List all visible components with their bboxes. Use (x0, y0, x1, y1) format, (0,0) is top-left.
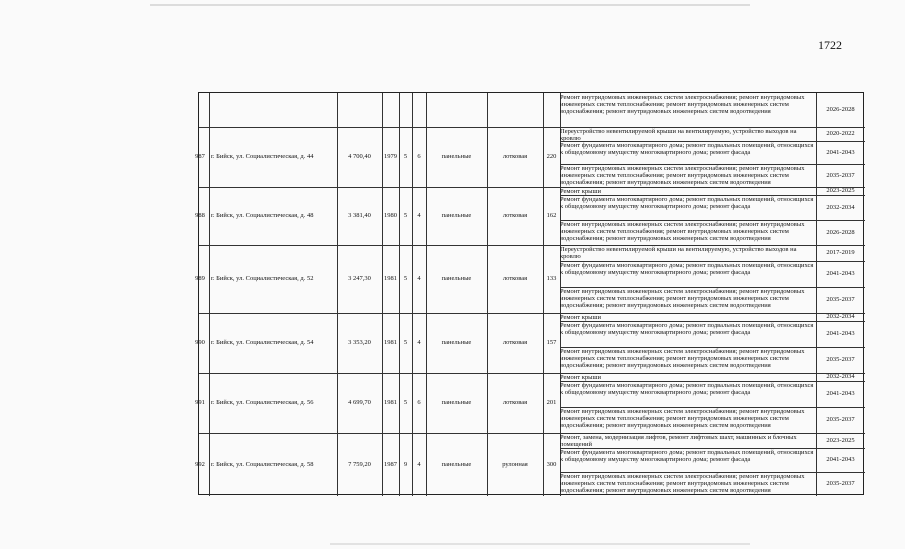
roof-type-cell: лотковая (502, 275, 528, 282)
repair-work-description: Ремонт внутридомовых инженерных систем электроснабжения; ремонт внутридомовых инженерных систем теплоснабжения; ремонт внутридомовых инженерных систем водоснабжения; ремонт внутридомовых инженерных систем водоотведения (560, 288, 805, 309)
floors-cell: 5 (403, 399, 408, 406)
repair-period: 2035-2037 (826, 416, 855, 423)
column-rule (209, 93, 210, 496)
repair-period: 2032-2034 (826, 313, 855, 320)
repair-period: 2032-2034 (826, 373, 855, 380)
year-cell: 1987 (384, 460, 397, 468)
repair-work-description: Ремонт крыши (560, 314, 601, 321)
wall-material-cell: панельные (441, 460, 472, 468)
repair-work-description: Переустройство невентилируемой крыши на вентилируемую, устройство выходов на кровлю (560, 128, 797, 141)
entrances-cell: 4 (417, 460, 421, 468)
floors-cell: 5 (403, 339, 408, 346)
repair-work-description: Ремонт крыши (560, 374, 601, 381)
year-cell: 1981 (384, 275, 397, 282)
row-number: 991 (195, 399, 205, 406)
repair-period: 2026-2028 (826, 228, 855, 236)
repair-period: 2023-2025 (826, 187, 855, 194)
entrances-cell: 6 (417, 399, 421, 406)
repair-period: 2026-2028 (826, 106, 855, 113)
repair-period: 2041-2043 (826, 148, 855, 156)
repair-work-description: Ремонт внутридомовых инженерных систем электроснабжения; ремонт внутридомовых инженерных систем теплоснабжения; ремонт внутридомовых инженерных систем водоснабжения; ремонт внутридомовых инженерных систем водоотведения (560, 221, 805, 242)
residents-cell: 220 (546, 153, 557, 160)
scan-edge-top (150, 4, 750, 6)
roof-type-cell: лотковая (502, 399, 528, 406)
address-cell: г. Бийск, ул. Социалистическая, д. 56 (211, 399, 314, 406)
repair-work-description: Ремонт фундамента многоквартирного дома; ремонт подвальных помещений, относящихся к общедомовому имуществу многоквартирного дома; ремонт фасада (560, 382, 814, 396)
residents-cell: 300 (546, 460, 557, 468)
year-cell: 1979 (384, 153, 397, 160)
year-cell: 1981 (384, 399, 397, 406)
address-cell: г. Бийск, ул. Социалистическая, д. 54 (211, 339, 314, 346)
repair-work-description: Ремонт внутридомовых инженерных систем электроснабжения; ремонт внутридомовых инженерных систем теплоснабжения; ремонт внутридомовых инженерных систем водоснабжения; ремонт внутридомовых инженерных систем водоотведения (560, 165, 805, 186)
repair-work-description: Ремонт фундамента многоквартирного дома; ремонт подвальных помещений, относящихся к общедомовому имуществу многоквартирного дома; ремонт фасада (560, 196, 814, 210)
repair-period: 2035-2037 (826, 356, 855, 363)
row-number: 987 (195, 153, 205, 160)
roof-type-cell: лотковая (502, 339, 528, 346)
residents-cell: 201 (546, 399, 557, 406)
entrances-cell: 4 (417, 339, 421, 346)
address-cell: г. Бийск, ул. Социалистическая, д. 48 (211, 212, 314, 219)
repair-work-description: Ремонт внутридомовых инженерных систем электроснабжения; ремонт внутридомовых инженерных систем теплоснабжения; ремонт внутридомовых инженерных систем водоснабжения; ремонт внутридомовых инженерных систем водоотведения (560, 408, 805, 429)
row-number: 988 (195, 212, 205, 219)
repair-period: 2041-2043 (826, 390, 855, 397)
repair-period: 2020-2022 (826, 130, 855, 137)
area-cell: 3 247,30 (348, 275, 371, 282)
address-cell: г. Бийск, ул. Социалистическая, д. 52 (211, 275, 314, 282)
floors-cell: 5 (403, 212, 408, 219)
area-cell: 3 353,20 (348, 339, 371, 346)
area-cell: 4 700,40 (348, 153, 371, 160)
residents-cell: 133 (546, 275, 557, 282)
repair-period: 2035-2037 (826, 296, 855, 303)
repair-work-description: Переустройство невентилируемой крыши на вентилируемую, устройство выходов на кровлю (560, 246, 797, 260)
floors-cell: 9 (403, 460, 408, 468)
repair-work-description: Ремонт внутридомовых инженерных систем электроснабжения; ремонт внутридомовых инженерных систем теплоснабжения; ремонт внутридомовых инженерных систем водоснабжения; ремонт внутридомовых инженерных систем водоотведения (560, 473, 805, 494)
repair-period: 2035-2037 (826, 171, 855, 179)
repair-schedule-table (195, 92, 864, 495)
repair-period: 2041-2043 (826, 456, 855, 463)
area-cell: 4 699,70 (348, 399, 371, 406)
floors-cell: 5 (403, 275, 408, 282)
wall-material-cell: панельные (441, 339, 472, 346)
wall-material-cell: панельные (441, 399, 472, 406)
area-cell: 7 759,20 (348, 460, 371, 468)
repair-work-description: Ремонт фундамента многоквартирного дома; ремонт подвальных помещений, относящихся к общедомовому имуществу многоквартирного дома; ремонт фасада (560, 449, 814, 463)
address-cell: г. Бийск, ул. Социалистическая, д. 44 (211, 153, 314, 160)
row-number: 989 (195, 275, 205, 282)
roof-type-cell: рулонная (502, 460, 528, 468)
entrances-cell: 4 (417, 212, 421, 219)
wall-material-cell: панельные (441, 212, 472, 219)
repair-period: 2023-2025 (826, 436, 855, 444)
column-rule (337, 93, 338, 496)
repair-period: 2041-2043 (826, 270, 855, 277)
repair-period: 2035-2037 (826, 480, 855, 487)
year-cell: 1980 (384, 212, 397, 219)
entrances-cell: 6 (417, 153, 421, 160)
repair-work-description: Ремонт, замена, модернизация лифтов, ремонт лифтовых шахт, машинных и блочных помещений (560, 434, 797, 448)
address-cell: г. Бийск, ул. Социалистическая, д. 58 (211, 460, 314, 468)
year-cell: 1981 (384, 339, 397, 346)
wall-material-cell: панельные (441, 153, 472, 160)
repair-period: 2041-2043 (826, 330, 855, 337)
repair-period: 2017-2019 (826, 249, 855, 256)
row-number: 992 (195, 460, 205, 468)
area-cell: 3 381,40 (348, 212, 371, 219)
row-number: 990 (195, 339, 205, 346)
floors-cell: 5 (403, 153, 408, 160)
repair-work-description: Ремонт фундамента многоквартирного дома; ремонт подвальных помещений, относящихся к общедомовому имуществу многоквартирного дома; ремонт фасада (560, 322, 814, 336)
wall-material-cell: панельные (441, 275, 472, 282)
repair-work-description: Ремонт внутридомовых инженерных систем электроснабжения; ремонт внутридомовых инженерных систем теплоснабжения; ремонт внутридомовых инженерных систем водоснабжения; ремонт внутридомовых инженерных систем водоотведения (560, 94, 805, 115)
residents-cell: 162 (546, 212, 557, 219)
repair-work-description: Ремонт крыши (560, 188, 601, 195)
roof-type-cell: лотковая (502, 212, 528, 219)
repair-work-description: Ремонт фундамента многоквартирного дома; ремонт подвальных помещений, относящихся к общедомовому имуществу многоквартирного дома; ремонт фасада (560, 142, 814, 156)
repair-work-description: Ремонт фундамента многоквартирного дома; ремонт подвальных помещений, относящихся к общедомовому имуществу многоквартирного дома; ремонт фасада (560, 262, 814, 276)
entrances-cell: 4 (417, 275, 421, 282)
repair-work-description: Ремонт внутридомовых инженерных систем электроснабжения; ремонт внутридомовых инженерных систем теплоснабжения; ремонт внутридомовых инженерных систем водоснабжения; ремонт внутридомовых инженерных систем водоотведения (560, 348, 805, 369)
roof-type-cell: лотковая (502, 153, 528, 160)
scan-edge-bottom (330, 543, 750, 545)
page-number: 1722 (818, 38, 842, 52)
residents-cell: 157 (546, 339, 557, 346)
repair-period: 2032-2034 (826, 203, 855, 211)
